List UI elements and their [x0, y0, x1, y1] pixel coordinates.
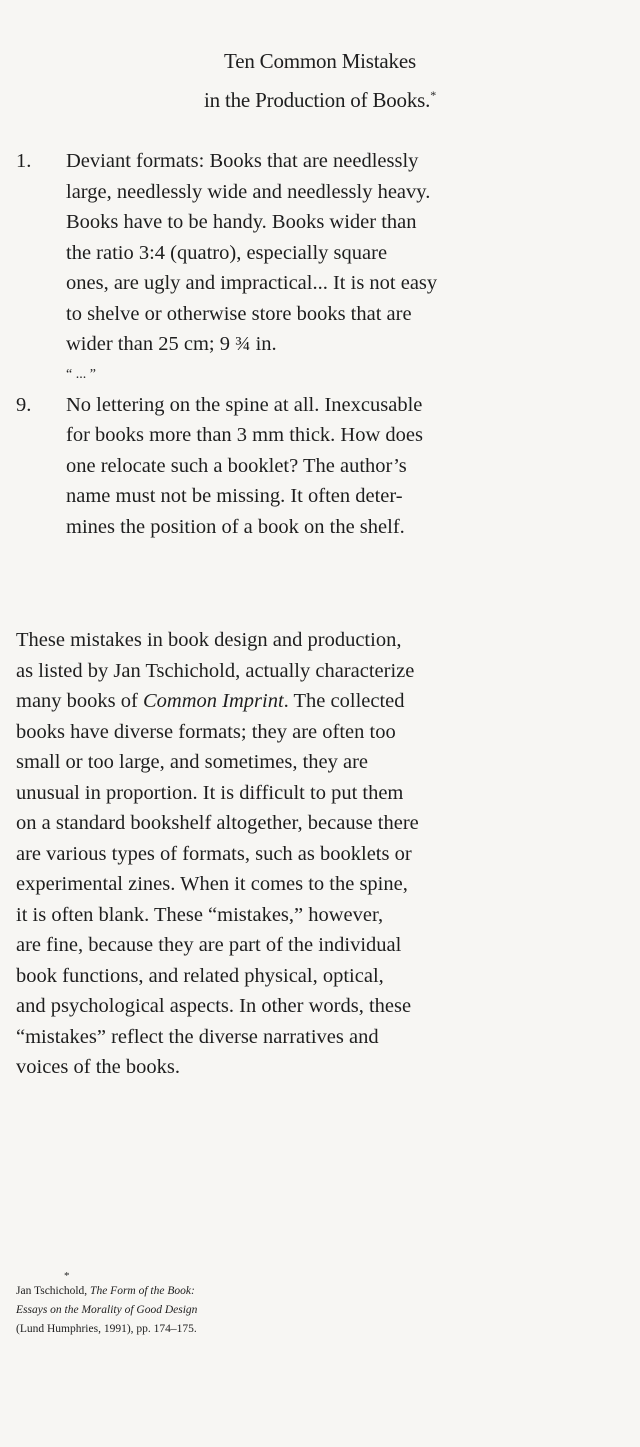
- page-title: [0, 44, 640, 117]
- text-span: . The collected: [283, 690, 405, 712]
- omission-mark: “ ... ”: [66, 366, 96, 382]
- list-item-text: [66, 390, 581, 543]
- text-line: [16, 686, 591, 717]
- title-line-1: Ten Common Mistakes: [224, 49, 416, 73]
- text-line: for books more than 3 mm thick. How does: [66, 424, 423, 446]
- list-item-number: 9.: [16, 393, 32, 416]
- text-line: as listed by Jan Tschichold, actually characterize: [16, 659, 415, 682]
- footnote-publisher: (Lund Humphries, 1991), pp. 174–175.: [16, 1323, 197, 1335]
- text-line: ones, are ugly and impractical... It is not easy: [66, 272, 438, 294]
- footnote-author: Jan Tschichold,: [16, 1285, 91, 1297]
- text-line: These mistakes in book design and production,: [16, 629, 402, 651]
- title-line-2: [0, 78, 640, 117]
- text-line: “mistakes” reflect the diverse narratives and: [16, 1025, 379, 1048]
- footnote-line: [16, 1282, 336, 1301]
- footnote-marker: *: [64, 1270, 70, 1282]
- text-line: unusual in proportion. It is difficult to put them: [16, 781, 404, 804]
- mistakes-list: [16, 146, 616, 542]
- text-line: wider than 25 cm; 9 ¾ in.: [66, 333, 277, 355]
- text-line: voices of the books.: [16, 1056, 180, 1078]
- text-line: one relocate such a booklet? The author’s: [66, 454, 407, 477]
- text-line: experimental zines. When it comes to the spine,: [16, 873, 408, 895]
- text-line: large, needlessly wide and needlessly heavy.: [66, 180, 431, 203]
- text-line: Deviant formats: Books that are needlessly: [66, 150, 419, 172]
- list-item: [16, 146, 616, 360]
- text-line: name must not be missing. It often deter-: [66, 485, 403, 507]
- footnote-marker-ref: *: [430, 88, 436, 102]
- text-line: to shelve or otherwise store books that are: [66, 302, 412, 325]
- list-item: [16, 390, 616, 543]
- text-line: it is often blank. These “mistakes,” however,: [16, 903, 384, 926]
- text-line: Books have to be handy. Books wider than: [66, 211, 417, 233]
- text-span: many books of: [16, 690, 143, 712]
- body-paragraph: [16, 625, 591, 1083]
- footnote: [16, 1270, 336, 1339]
- footnote-subtitle: Essays on the Morality of Good Design: [16, 1304, 198, 1316]
- text-line: book functions, and related physical, optical,: [16, 964, 384, 987]
- text-line: small or too large, and sometimes, they are: [16, 751, 369, 773]
- text-line: mines the position of a book on the shelf.: [66, 515, 405, 538]
- publication-name: Common Imprint: [142, 690, 284, 712]
- text-line: are fine, because they are part of the individual: [16, 934, 402, 956]
- footnote-book-title: The Form of the Book:: [90, 1285, 195, 1297]
- list-item-text: [66, 146, 581, 360]
- text-line: books have diverse formats; they are often too: [16, 720, 396, 743]
- text-line: are various types of formats, such as booklets or: [16, 842, 412, 865]
- list-item-number: 1.: [16, 150, 32, 172]
- text-line: No lettering on the spine at all. Inexcusable: [66, 393, 423, 416]
- title-line-2-text: in the Production of Books.: [204, 88, 431, 112]
- text-line: the ratio 3:4 (quatro), especially square: [66, 241, 388, 264]
- text-line: and psychological aspects. In other words, these: [16, 995, 412, 1017]
- text-line: on a standard bookshelf altogether, because there: [16, 812, 419, 834]
